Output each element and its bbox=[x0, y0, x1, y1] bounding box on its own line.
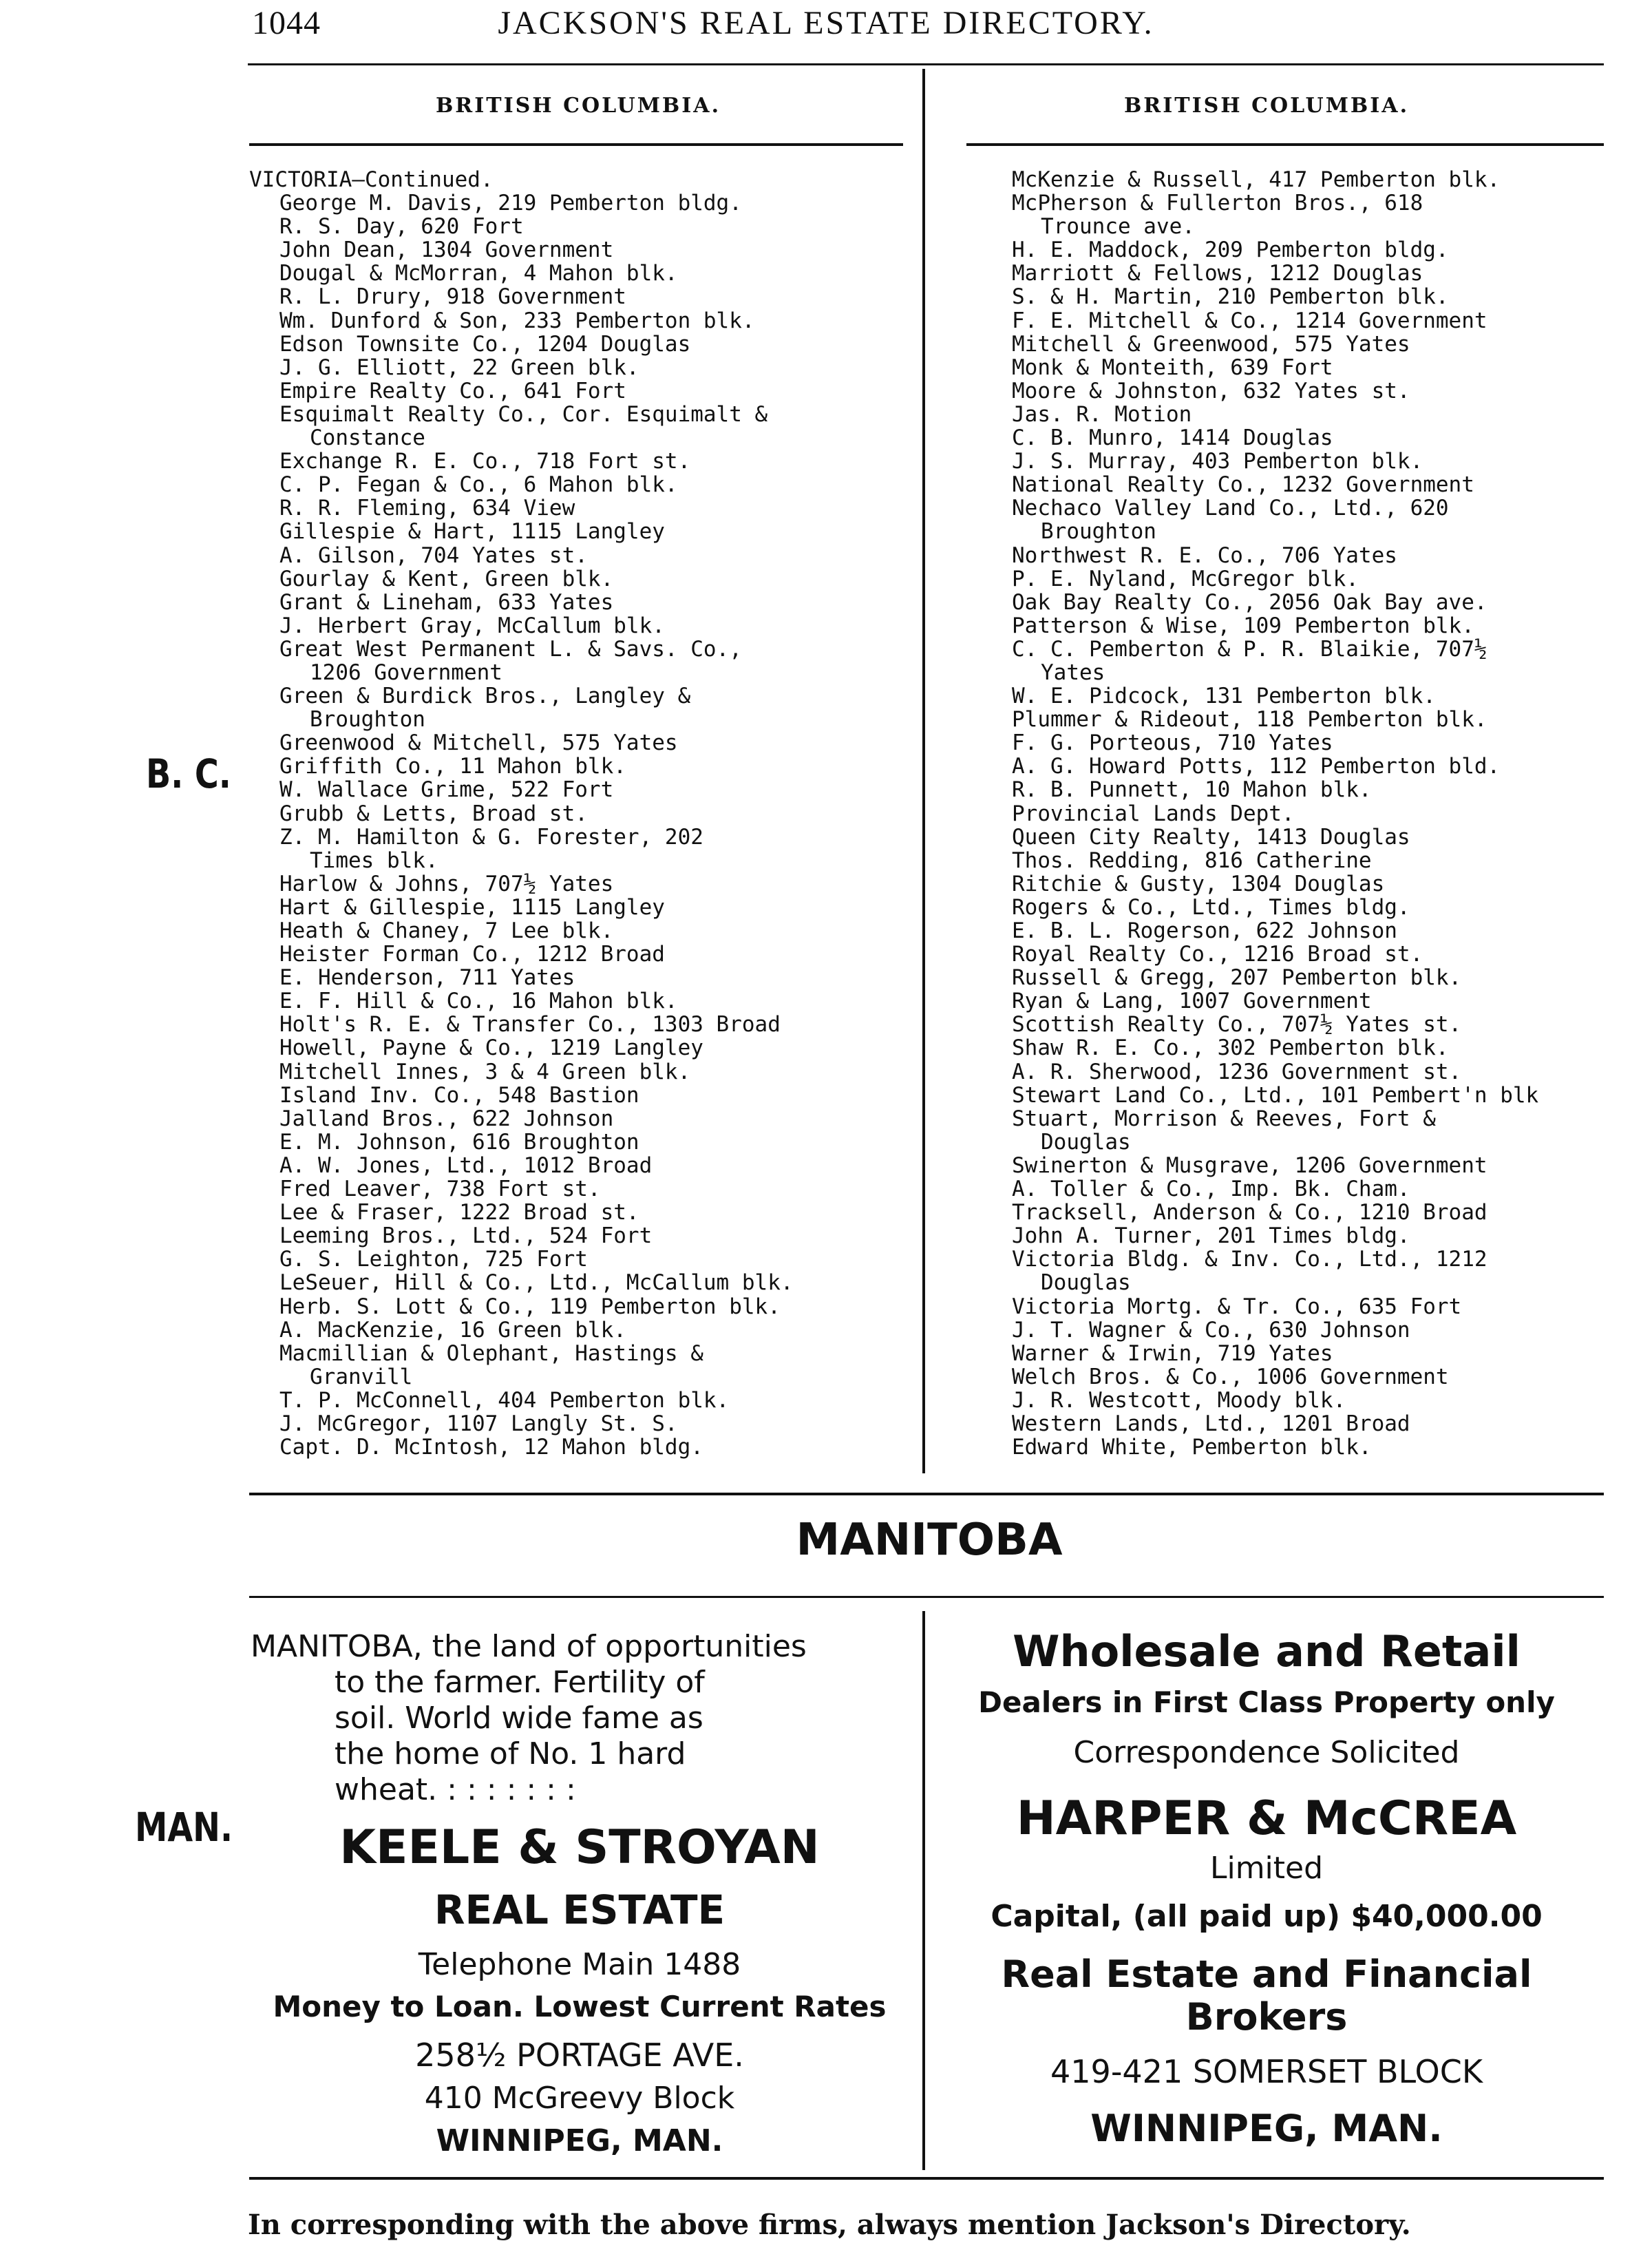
list-item: Patterson & Wise, 109 Pemberton blk. bbox=[1012, 613, 1474, 638]
list-item: Island Inv. Co., 548 Bastion bbox=[279, 1082, 639, 1108]
list-item: Edward White, Pemberton blk. bbox=[1012, 1435, 1372, 1460]
list-item: A. Gilson, 704 Yates st. bbox=[279, 543, 588, 568]
list-item: Victoria Mortg. & Tr. Co., 635 Fort bbox=[1012, 1294, 1462, 1319]
list-item: Oak Bay Realty Co., 2056 Oak Bay ave. bbox=[1012, 589, 1487, 615]
list-item: A. R. Sherwood, 1236 Government st. bbox=[1012, 1059, 1462, 1084]
list-item: J. G. Elliott, 22 Green blk. bbox=[279, 355, 639, 380]
section-rule-bottom bbox=[249, 1596, 1604, 1598]
list-item: Heister Forman Co., 1212 Broad bbox=[279, 942, 665, 967]
list-item: McKenzie & Russell, 417 Pemberton blk. bbox=[1012, 167, 1501, 192]
list-item: John A. Turner, 201 Times bldg. bbox=[1012, 1223, 1410, 1249]
ad-intro-line: soil. World wide fame as bbox=[335, 1701, 703, 1736]
list-item: Empire Realty Co., 641 Fort bbox=[279, 378, 626, 403]
list-item: Northwest R. E. Co., 706 Yates bbox=[1012, 543, 1397, 568]
list-item: E. B. L. Rogerson, 622 Johnson bbox=[1012, 918, 1397, 943]
right-heading-rule bbox=[966, 143, 1604, 146]
list-item: Marriott & Fellows, 1212 Douglas bbox=[1012, 261, 1423, 286]
list-item: Howell, Payne & Co., 1219 Langley bbox=[279, 1035, 703, 1061]
list-item: Victoria Bldg. & Inv. Co., Ltd., 1212 bbox=[1012, 1247, 1487, 1272]
list-item: Dougal & McMorran, 4 Mahon blk. bbox=[279, 261, 678, 286]
list-item: J. R. Westcott, Moody blk. bbox=[1012, 1387, 1346, 1413]
list-item: Queen City Realty, 1413 Douglas bbox=[1012, 824, 1410, 850]
list-item: R. R. Fleming, 634 View bbox=[279, 496, 575, 521]
ad-address: 258½ PORTAGE AVE. bbox=[415, 2037, 744, 2074]
list-item: C. B. Munro, 1414 Douglas bbox=[1012, 425, 1333, 451]
list-item: Grubb & Letts, Broad st. bbox=[279, 801, 588, 826]
list-item: R. S. Day, 620 Fort bbox=[279, 214, 524, 240]
list-item: Plummer & Rideout, 118 Pemberton blk. bbox=[1012, 707, 1487, 733]
list-item: McPherson & Fullerton Bros., 618 bbox=[1012, 191, 1423, 216]
right-column-heading: BRITISH COLUMBIA. bbox=[1123, 94, 1410, 118]
advertisement-harper-mccrea bbox=[929, 1626, 1604, 2150]
list-item: Mitchell Innes, 3 & 4 Green blk. bbox=[279, 1059, 691, 1084]
ad-headline: Wholesale and Retail bbox=[1013, 1626, 1521, 1676]
footer-notice: In corresponding with the above firms, always mention Jackson's Directory. bbox=[248, 2209, 1411, 2241]
list-item: Douglas bbox=[1041, 1129, 1131, 1155]
ad-address: 419-421 SOMERSET BLOCK bbox=[1050, 2053, 1483, 2090]
list-item: Douglas bbox=[1041, 1270, 1131, 1296]
advertisement-keele-stroyan bbox=[249, 1629, 910, 2158]
list-item: R. L. Drury, 918 Government bbox=[279, 284, 626, 310]
list-item: Nechaco Valley Land Co., Ltd., 620 bbox=[1012, 496, 1449, 521]
list-item: Monk & Monteith, 639 Fort bbox=[1012, 355, 1333, 380]
list-item: Granvill bbox=[310, 1364, 413, 1389]
ad-brokers: Brokers bbox=[1185, 1995, 1348, 2039]
section-rule-top bbox=[249, 1493, 1604, 1495]
list-item: Broughton bbox=[310, 707, 425, 733]
list-item: J. McGregor, 1107 Langly St. S. bbox=[279, 1411, 678, 1436]
ad-city: WINNIPEG, MAN. bbox=[1090, 2107, 1443, 2150]
list-item: Gillespie & Hart, 1115 Langley bbox=[279, 519, 665, 545]
list-item: Times blk. bbox=[310, 848, 438, 873]
footer-rule bbox=[249, 2177, 1604, 2180]
ad-limited: Limited bbox=[1209, 1851, 1324, 1886]
ad-brokers: Real Estate and Financial bbox=[1001, 1953, 1532, 1996]
list-item: Exchange R. E. Co., 718 Fort st. bbox=[279, 449, 691, 474]
list-item: Ritchie & Gusty, 1304 Douglas bbox=[1012, 871, 1385, 896]
list-item: W. E. Pidcock, 131 Pemberton blk. bbox=[1012, 684, 1436, 709]
ad-column-divider bbox=[922, 1611, 925, 2170]
list-item: Royal Realty Co., 1216 Broad st. bbox=[1012, 942, 1423, 967]
column-divider-top bbox=[922, 69, 925, 1473]
list-item: Stuart, Morrison & Reeves, Fort & bbox=[1012, 1106, 1436, 1131]
list-item: Herb. S. Lott & Co., 119 Pemberton blk. bbox=[279, 1294, 781, 1319]
list-item: S. & H. Martin, 210 Pemberton blk. bbox=[1012, 284, 1449, 310]
list-item: John Dean, 1304 Government bbox=[279, 238, 614, 263]
ad-dealers: Dealers in First Class Property only bbox=[978, 1685, 1555, 1719]
page-number: 1044 bbox=[252, 5, 321, 41]
list-item: Warner & Irwin, 719 Yates bbox=[1012, 1340, 1333, 1366]
ad-city: WINNIPEG, MAN. bbox=[436, 2123, 723, 2158]
ad-business: REAL ESTATE bbox=[434, 1886, 726, 1933]
list-item: Tracksell, Anderson & Co., 1210 Broad bbox=[1012, 1200, 1487, 1225]
ad-intro-line: MANITOBA, the land of opportunities bbox=[251, 1629, 807, 1664]
list-item: C. P. Fegan & Co., 6 Mahon blk. bbox=[279, 472, 678, 498]
list-item: Stewart Land Co., Ltd., 101 Pembert'n blk bbox=[1012, 1082, 1539, 1108]
list-item: Thos. Redding, 816 Catherine bbox=[1012, 848, 1372, 873]
list-item: C. C. Pemberton & P. R. Blaikie, 707½ bbox=[1012, 636, 1487, 662]
list-item: W. Wallace Grime, 522 Fort bbox=[279, 777, 614, 803]
ad-address: 410 McGreevy Block bbox=[424, 2081, 735, 2116]
list-item: P. E. Nyland, McGregor blk. bbox=[1012, 566, 1359, 591]
list-item: Greenwood & Mitchell, 575 Yates bbox=[279, 730, 678, 756]
list-item: E. Henderson, 711 Yates bbox=[279, 965, 575, 991]
list-item: Green & Burdick Bros., Langley & bbox=[279, 684, 691, 709]
list-item: Z. M. Hamilton & G. Forester, 202 bbox=[279, 824, 703, 850]
list-item: Macmillian & Olephant, Hastings & bbox=[279, 1340, 703, 1366]
list-item: H. E. Maddock, 209 Pemberton bldg. bbox=[1012, 238, 1449, 263]
list-item: VICTORIA—Continued. bbox=[249, 167, 494, 192]
page-title: JACKSON'S REAL ESTATE DIRECTORY. bbox=[498, 5, 1154, 41]
list-item: Constance bbox=[310, 425, 425, 451]
section-title: MANITOBA bbox=[796, 1515, 1063, 1566]
left-heading-rule bbox=[249, 143, 903, 146]
list-item: F. G. Porteous, 710 Yates bbox=[1012, 730, 1333, 756]
list-item: A. G. Howard Potts, 112 Pemberton bld. bbox=[1012, 754, 1501, 779]
ad-intro-line: to the farmer. Fertility of bbox=[335, 1665, 705, 1700]
list-item: F. E. Mitchell & Co., 1214 Government bbox=[1012, 308, 1487, 333]
list-item: Harlow & Johns, 707½ Yates bbox=[279, 871, 614, 896]
list-item: Fred Leaver, 738 Fort st. bbox=[279, 1177, 601, 1202]
ad-telephone: Telephone Main 1488 bbox=[418, 1947, 741, 1982]
list-item: Mitchell & Greenwood, 575 Yates bbox=[1012, 331, 1410, 357]
margin-label-man: MAN. bbox=[135, 1804, 233, 1851]
list-item: Western Lands, Ltd., 1201 Broad bbox=[1012, 1411, 1410, 1436]
list-item: Jas. R. Motion bbox=[1012, 401, 1192, 427]
list-item: R. B. Punnett, 10 Mahon blk. bbox=[1012, 777, 1372, 803]
list-item: E. F. Hill & Co., 16 Mahon blk. bbox=[279, 989, 678, 1014]
list-item: Ryan & Lang, 1007 Government bbox=[1012, 989, 1372, 1014]
list-item: Hart & Gillespie, 1115 Langley bbox=[279, 894, 665, 920]
list-item: T. P. McConnell, 404 Pemberton blk. bbox=[279, 1387, 730, 1413]
list-item: Heath & Chaney, 7 Lee blk. bbox=[279, 918, 614, 943]
header-rule bbox=[248, 63, 1604, 65]
left-column-heading: BRITISH COLUMBIA. bbox=[435, 94, 721, 118]
list-item: Swinerton & Musgrave, 1206 Government bbox=[1012, 1153, 1487, 1178]
ad-loans: Money to Loan. Lowest Current Rates bbox=[273, 1990, 887, 2023]
list-item: J. S. Murray, 403 Pemberton blk. bbox=[1012, 449, 1423, 474]
list-item: Welch Bros. & Co., 1006 Government bbox=[1012, 1364, 1449, 1389]
list-item: Jalland Bros., 622 Johnson bbox=[279, 1106, 614, 1131]
list-item: A. Toller & Co., Imp. Bk. Cham. bbox=[1012, 1177, 1410, 1202]
list-item: Griffith Co., 11 Mahon blk. bbox=[279, 754, 626, 779]
right-entry-list bbox=[1012, 168, 1604, 1459]
margin-label-bc: B. C. bbox=[146, 750, 231, 797]
list-item: Scottish Realty Co., 707½ Yates st. bbox=[1012, 1012, 1462, 1038]
ad-firm-name: HARPER & McCREA bbox=[1016, 1791, 1517, 1846]
list-item: Capt. D. McIntosh, 12 Mahon bldg. bbox=[279, 1435, 703, 1460]
list-item: George M. Davis, 219 Pemberton bldg. bbox=[279, 191, 742, 216]
list-item: J. Herbert Gray, McCallum blk. bbox=[279, 613, 665, 638]
ad-correspondence: Correspondence Solicited bbox=[1073, 1735, 1460, 1770]
list-item: Shaw R. E. Co., 302 Pemberton blk. bbox=[1012, 1035, 1449, 1061]
list-item: J. T. Wagner & Co., 630 Johnson bbox=[1012, 1317, 1410, 1343]
list-item: Edson Townsite Co., 1204 Douglas bbox=[279, 331, 691, 357]
list-item: E. M. Johnson, 616 Broughton bbox=[279, 1129, 639, 1155]
list-item: A. MacKenzie, 16 Green blk. bbox=[279, 1317, 626, 1343]
ad-intro-line: wheat. : : : : : : : bbox=[335, 1772, 576, 1807]
ad-intro-line: the home of No. 1 hard bbox=[335, 1736, 686, 1771]
list-item: Lee & Fraser, 1222 Broad st. bbox=[279, 1200, 639, 1225]
list-item: Rogers & Co., Ltd., Times bldg. bbox=[1012, 894, 1410, 920]
list-item: Provincial Lands Dept. bbox=[1012, 801, 1295, 826]
list-item: Broughton bbox=[1041, 519, 1156, 545]
ad-capital: Capital, (all paid up) $40,000.00 bbox=[991, 1899, 1543, 1934]
list-item: Grant & Lineham, 633 Yates bbox=[279, 589, 614, 615]
list-item: Holt's R. E. & Transfer Co., 1303 Broad bbox=[279, 1012, 781, 1038]
list-item: Great West Permanent L. & Savs. Co., bbox=[279, 636, 742, 662]
list-item: Russell & Gregg, 207 Pemberton blk. bbox=[1012, 965, 1462, 991]
list-item: 1206 Government bbox=[310, 660, 502, 685]
list-item: Trounce ave. bbox=[1041, 214, 1195, 240]
list-item: LeSeuer, Hill & Co., Ltd., McCallum blk. bbox=[279, 1270, 794, 1296]
list-item: A. W. Jones, Ltd., 1012 Broad bbox=[279, 1153, 653, 1178]
list-item: Wm. Dunford & Son, 233 Pemberton blk. bbox=[279, 308, 755, 333]
list-item: Leeming Bros., Ltd., 524 Fort bbox=[279, 1223, 653, 1249]
left-entry-list bbox=[249, 168, 910, 1459]
list-item: Gourlay & Kent, Green blk. bbox=[279, 566, 614, 591]
list-item: Esquimalt Realty Co., Cor. Esquimalt & bbox=[279, 401, 768, 427]
list-item: Yates bbox=[1041, 660, 1105, 685]
ad-firm-name: KEELE & STROYAN bbox=[339, 1820, 820, 1875]
list-item: Moore & Johnston, 632 Yates st. bbox=[1012, 378, 1410, 403]
list-item: G. S. Leighton, 725 Fort bbox=[279, 1247, 588, 1272]
list-item: National Realty Co., 1232 Government bbox=[1012, 472, 1474, 498]
